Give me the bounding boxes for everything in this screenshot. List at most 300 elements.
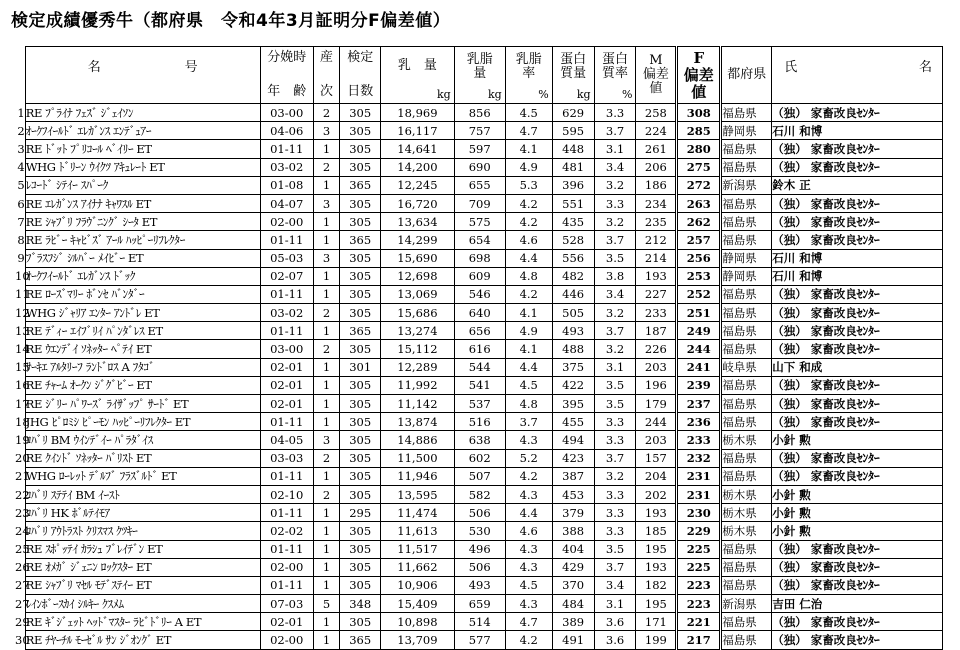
protein-yield-cell: 629 <box>552 104 594 122</box>
prefecture-header <box>721 47 772 104</box>
owner-name-cell: （独） 家畜改良ｾﾝﾀｰ <box>772 540 943 558</box>
f-deviation-cell: 249 <box>677 322 721 340</box>
m-deviation-header-label: M 偏差 値 <box>642 53 669 96</box>
protein-percent-cell: 3.3 <box>594 104 636 122</box>
parity-header-top: 産 <box>320 50 334 65</box>
prefecture-cell: 福島県 <box>721 304 772 322</box>
prefecture-cell: 福島県 <box>721 613 772 631</box>
f-deviation-header-label: F 偏差 値 <box>683 48 714 101</box>
owner-name-cell: （独） 家畜改良ｾﾝﾀｰ <box>772 631 943 649</box>
fat-percent-cell: 4.1 <box>505 340 552 358</box>
f-deviation-cell: 262 <box>677 213 721 231</box>
prefecture-cell: 福島県 <box>721 467 772 485</box>
m-deviation-cell: 212 <box>636 231 677 249</box>
fat-yield-cell: 546 <box>454 285 505 303</box>
m-deviation-cell: 185 <box>636 522 677 540</box>
fat-percent-cell: 4.2 <box>505 285 552 303</box>
cow-name-cell: ｺﾊﾞﾘ ｽﾃﾃｲ BM ｲｰｽﾄ <box>25 485 260 503</box>
f-deviation-cell: 221 <box>677 613 721 631</box>
fat-yield-cell: 616 <box>454 340 505 358</box>
owner-name-cell: （独） 家畜改良ｾﾝﾀｰ <box>772 558 943 576</box>
milk-yield-cell: 13,874 <box>381 413 455 431</box>
protein-yield-cell: 387 <box>552 467 594 485</box>
fat-percent-cell: 4.3 <box>505 540 552 558</box>
row-rank-cell: 12 <box>15 305 30 320</box>
cow-name-cell: RE ｽﾎﾟｯﾃｲ ｶﾗｼｭ ﾌﾞﾚｲﾃﾞﾝ ET <box>25 540 260 558</box>
row-rank-cell: 22 <box>15 487 30 502</box>
test-days-cell: 305 <box>340 122 381 140</box>
cow-name-cell: RE ｷﾞｼﾞｪｯﾄ ﾍｯﾄﾞﾏｽﾀｰ ﾗﾋﾞﾄﾞﾘｰ A ET <box>25 613 260 631</box>
protein-percent-cell: 3.4 <box>594 285 636 303</box>
fat-yield-header <box>454 47 505 104</box>
milk-yield-cell: 15,409 <box>381 595 455 613</box>
cow-name-cell: ｺﾊﾞﾘ BM ｳｲﾝﾃﾞｲｰ ﾊﾟﾗﾀﾞｲｽ <box>25 431 260 449</box>
prefecture-header-label: 都府県 <box>727 67 767 82</box>
table-row <box>15 213 943 231</box>
name-header <box>25 47 260 104</box>
calving-age-cell: 01-11 <box>260 576 313 594</box>
owner-name-cell: （独） 家畜改良ｾﾝﾀｰ <box>772 340 943 358</box>
owner-name-cell: （独） 家畜改良ｾﾝﾀｰ <box>772 231 943 249</box>
test-days-cell: 305 <box>340 158 381 176</box>
table-row <box>15 522 943 540</box>
fat-percent-cell: 5.3 <box>505 176 552 194</box>
calving-age-cell: 03-03 <box>260 449 313 467</box>
table-row <box>15 467 943 485</box>
m-deviation-cell: 193 <box>636 558 677 576</box>
prefecture-cell: 新潟県 <box>721 176 772 194</box>
prefecture-cell: 栃木県 <box>721 522 772 540</box>
table-row <box>15 122 943 140</box>
test-days-cell: 305 <box>340 522 381 540</box>
owner-name-cell: （独） 家畜改良ｾﾝﾀｰ <box>772 304 943 322</box>
prefecture-cell: 福島県 <box>721 285 772 303</box>
prefecture-cell: 静岡県 <box>721 249 772 267</box>
protein-yield-cell: 491 <box>552 631 594 649</box>
owner-name-cell: 石川 和博 <box>772 249 943 267</box>
test-days-cell: 305 <box>340 431 381 449</box>
f-deviation-cell: 252 <box>677 285 721 303</box>
test-days-cell: 305 <box>340 467 381 485</box>
owner-name-cell: 鈴木 正 <box>772 176 943 194</box>
owner-name-cell: （独） 家畜改良ｾﾝﾀｰ <box>772 449 943 467</box>
table-row <box>15 285 943 303</box>
table-row <box>15 631 943 649</box>
cow-name-cell: WHG ﾄﾞﾘｰﾝ ｳｲｸﾂ ｱｷｭﾚｰﾄ ET <box>25 158 260 176</box>
protein-yield-cell: 379 <box>552 504 594 522</box>
m-deviation-cell: 227 <box>636 285 677 303</box>
fat-percent-cell: 4.3 <box>505 558 552 576</box>
protein-percent-cell: 3.6 <box>594 631 636 649</box>
table-row <box>15 449 943 467</box>
cow-name-cell: ｵｰｸﾌｲｰﾙﾄﾞ ｴﾚｶﾞﾝｽ ﾄﾞｯｸ <box>25 267 260 285</box>
prefecture-cell: 福島県 <box>721 576 772 594</box>
protein-percent-cell: 3.5 <box>594 376 636 394</box>
protein-yield-cell: 484 <box>552 595 594 613</box>
owner-name-cell: （独） 家畜改良ｾﾝﾀｰ <box>772 158 943 176</box>
owner-name-cell: 小針 勲 <box>772 485 943 503</box>
m-deviation-cell: 195 <box>636 595 677 613</box>
table-row <box>15 194 943 212</box>
protein-percent-cell: 3.4 <box>594 158 636 176</box>
calving-age-cell: 02-10 <box>260 485 313 503</box>
owner-name-cell: （独） 家畜改良ｾﾝﾀｰ <box>772 285 943 303</box>
cow-name-cell: RE ｼﾞﾘｰ ﾊﾟﾜｰｽﾞ ﾗｲｻﾞｯﾌﾟ ｻｰﾄﾞ ET <box>25 395 260 413</box>
fat-yield-cell: 609 <box>454 267 505 285</box>
calving-age-cell: 02-01 <box>260 376 313 394</box>
test-days-header-bottom: 日数 <box>347 84 374 99</box>
row-rank-cell: 8 <box>17 232 25 247</box>
cow-name-cell: RE ﾃﾞｨｰ ｴｲﾌﾞﾘｲ ﾊﾟﾝﾀﾞﾚｽ ET <box>25 322 260 340</box>
table-row <box>15 613 943 631</box>
milk-yield-cell: 11,992 <box>381 376 455 394</box>
owner-name-cell: （独） 家畜改良ｾﾝﾀｰ <box>772 322 943 340</box>
parity-cell: 2 <box>313 158 340 176</box>
parity-cell: 1 <box>313 376 340 394</box>
milk-yield-cell: 13,274 <box>381 322 455 340</box>
f-deviation-cell: 257 <box>677 231 721 249</box>
calving-age-cell: 03-00 <box>260 104 313 122</box>
fat-yield-cell: 507 <box>454 467 505 485</box>
cow-name-cell: RE ｵﾒｶﾞ ｼﾞｪﾆﾝ ﾛｯｸｽﾀｰ ET <box>25 558 260 576</box>
f-deviation-cell: 236 <box>677 413 721 431</box>
protein-percent-cell: 3.2 <box>594 176 636 194</box>
protein-percent-cell: 3.5 <box>594 540 636 558</box>
owner-name-cell: （独） 家畜改良ｾﾝﾀｰ <box>772 395 943 413</box>
page-title: 検定成績優秀牛（都府県 令和4年3月証明分F偏差値） <box>11 11 451 31</box>
protein-yield-cell: 388 <box>552 522 594 540</box>
f-deviation-cell: 308 <box>677 104 721 122</box>
f-deviation-cell: 237 <box>677 395 721 413</box>
prefecture-cell: 福島県 <box>721 413 772 431</box>
calving-age-header-top: 分娩時 <box>267 50 307 65</box>
protein-yield-cell: 551 <box>552 194 594 212</box>
fat-percent-cell: 4.9 <box>505 322 552 340</box>
m-deviation-cell: 182 <box>636 576 677 594</box>
f-deviation-cell: 229 <box>677 522 721 540</box>
parity-cell: 1 <box>313 358 340 376</box>
test-days-cell: 348 <box>340 595 381 613</box>
owner-name-cell: （独） 家畜改良ｾﾝﾀｰ <box>772 467 943 485</box>
protein-percent-cell: 3.5 <box>594 249 636 267</box>
row-rank-cell: 3 <box>17 141 25 156</box>
test-days-cell: 305 <box>340 485 381 503</box>
prefecture-cell: 福島県 <box>721 322 772 340</box>
row-rank-cell: 24 <box>15 523 30 538</box>
milk-yield-header-label: 乳 量 <box>397 58 437 73</box>
m-deviation-cell: 234 <box>636 194 677 212</box>
fat-yield-cell: 493 <box>454 576 505 594</box>
protein-yield-cell: 446 <box>552 285 594 303</box>
row-rank-cell: 25 <box>15 542 30 557</box>
protein-yield-header <box>552 47 594 104</box>
protein-percent-header-label: 蛋白 質率 <box>602 52 629 81</box>
test-days-cell: 305 <box>340 340 381 358</box>
owner-header-right: 名 <box>918 60 932 75</box>
protein-percent-cell: 3.7 <box>594 322 636 340</box>
prefecture-cell: 岐阜県 <box>721 358 772 376</box>
fat-yield-cell: 577 <box>454 631 505 649</box>
calving-age-cell: 05-03 <box>260 249 313 267</box>
milk-yield-cell: 11,662 <box>381 558 455 576</box>
calving-age-cell: 02-01 <box>260 395 313 413</box>
parity-cell: 2 <box>313 485 340 503</box>
f-deviation-cell: 223 <box>677 576 721 594</box>
f-deviation-cell: 231 <box>677 485 721 503</box>
m-deviation-cell: 233 <box>636 304 677 322</box>
fat-percent-cell: 4.7 <box>505 613 552 631</box>
test-days-cell: 305 <box>340 540 381 558</box>
row-rank-cell: 30 <box>15 633 30 648</box>
table-row <box>15 558 943 576</box>
f-deviation-cell: 233 <box>677 431 721 449</box>
fat-yield-cell: 757 <box>454 122 505 140</box>
fat-yield-cell: 690 <box>454 158 505 176</box>
f-deviation-cell: 275 <box>677 158 721 176</box>
table-row <box>15 231 943 249</box>
test-days-cell: 365 <box>340 231 381 249</box>
row-rank-cell: 21 <box>15 469 30 484</box>
row-rank-cell: 14 <box>15 342 30 357</box>
m-deviation-header <box>636 47 677 104</box>
table-row <box>15 322 943 340</box>
fat-percent-header-unit: % <box>538 88 549 101</box>
protein-percent-cell: 3.3 <box>594 194 636 212</box>
calving-age-cell: 01-11 <box>260 231 313 249</box>
prefecture-cell: 福島県 <box>721 194 772 212</box>
fat-yield-cell: 506 <box>454 504 505 522</box>
row-rank-cell: 15 <box>15 360 30 375</box>
name-header-left: 名 <box>87 60 101 75</box>
m-deviation-cell: 186 <box>636 176 677 194</box>
milk-yield-cell: 16,720 <box>381 194 455 212</box>
protein-yield-cell: 493 <box>552 322 594 340</box>
owner-name-cell: （独） 家畜改良ｾﾝﾀｰ <box>772 104 943 122</box>
m-deviation-cell: 235 <box>636 213 677 231</box>
calving-age-cell: 07-03 <box>260 595 313 613</box>
f-deviation-cell: 231 <box>677 467 721 485</box>
owner-name-cell: 山下 和成 <box>772 358 943 376</box>
fat-percent-cell: 3.7 <box>505 413 552 431</box>
milk-yield-cell: 15,690 <box>381 249 455 267</box>
table-row <box>15 395 943 413</box>
milk-yield-cell: 13,595 <box>381 485 455 503</box>
owner-name-cell: （独） 家畜改良ｾﾝﾀｰ <box>772 140 943 158</box>
protein-yield-cell: 595 <box>552 122 594 140</box>
protein-yield-header-unit: kg <box>576 88 591 101</box>
table-row <box>15 158 943 176</box>
protein-percent-cell: 3.3 <box>594 413 636 431</box>
fat-yield-cell: 640 <box>454 304 505 322</box>
fat-yield-cell: 506 <box>454 558 505 576</box>
protein-yield-cell: 370 <box>552 576 594 594</box>
parity-cell: 1 <box>313 267 340 285</box>
milk-yield-cell: 12,698 <box>381 267 455 285</box>
row-rank-cell: 10 <box>15 269 30 284</box>
protein-percent-cell: 3.3 <box>594 431 636 449</box>
protein-percent-cell: 3.2 <box>594 213 636 231</box>
test-days-cell: 305 <box>340 267 381 285</box>
fat-percent-cell: 4.3 <box>505 485 552 503</box>
table-row <box>15 249 943 267</box>
fat-yield-cell: 496 <box>454 540 505 558</box>
parity-cell: 2 <box>313 340 340 358</box>
protein-percent-cell: 3.1 <box>594 140 636 158</box>
m-deviation-cell: 203 <box>636 431 677 449</box>
prefecture-cell: 栃木県 <box>721 485 772 503</box>
table-row <box>15 340 943 358</box>
fat-percent-cell: 4.3 <box>505 431 552 449</box>
milk-yield-cell: 16,117 <box>381 122 455 140</box>
protein-yield-cell: 556 <box>552 249 594 267</box>
milk-yield-cell: 18,969 <box>381 104 455 122</box>
parity-cell: 1 <box>313 231 340 249</box>
f-deviation-cell: 223 <box>677 595 721 613</box>
parity-cell: 3 <box>313 431 340 449</box>
owner-name-cell: （独） 家畜改良ｾﾝﾀｰ <box>772 194 943 212</box>
calving-age-cell: 02-00 <box>260 631 313 649</box>
calving-age-cell: 03-02 <box>260 158 313 176</box>
owner-name-cell: （独） 家畜改良ｾﾝﾀｰ <box>772 413 943 431</box>
row-rank-cell: 26 <box>15 560 30 575</box>
calving-age-cell: 02-02 <box>260 522 313 540</box>
fat-percent-cell: 4.2 <box>505 631 552 649</box>
owner-name-cell: （独） 家畜改良ｾﾝﾀｰ <box>772 613 943 631</box>
parity-cell: 5 <box>313 595 340 613</box>
parity-cell: 1 <box>313 576 340 594</box>
f-deviation-cell: 244 <box>677 340 721 358</box>
parity-cell: 2 <box>313 304 340 322</box>
parity-cell: 3 <box>313 122 340 140</box>
fat-percent-cell: 4.4 <box>505 504 552 522</box>
test-days-cell: 305 <box>340 213 381 231</box>
test-days-cell: 301 <box>340 358 381 376</box>
test-days-cell: 305 <box>340 395 381 413</box>
table-row <box>15 267 943 285</box>
row-rank-cell: 4 <box>17 160 25 175</box>
row-rank-cell: 9 <box>17 251 25 266</box>
milk-yield-cell: 15,112 <box>381 340 455 358</box>
fat-yield-header-unit: kg <box>488 88 502 101</box>
fat-percent-cell: 4.6 <box>505 522 552 540</box>
calving-age-cell: 03-02 <box>260 304 313 322</box>
m-deviation-cell: 195 <box>636 540 677 558</box>
fat-percent-cell: 4.1 <box>505 140 552 158</box>
fat-yield-cell: 537 <box>454 395 505 413</box>
m-deviation-cell: 171 <box>636 613 677 631</box>
prefecture-cell: 福島県 <box>721 540 772 558</box>
fat-percent-header <box>505 47 552 104</box>
cow-name-cell: ｵｰｸﾌｲｰﾙﾄﾞ ｴﾚｶﾞﾝｽ ｴﾝﾃﾞｭｱｰ <box>25 122 260 140</box>
prefecture-cell: 福島県 <box>721 158 772 176</box>
m-deviation-cell: 193 <box>636 267 677 285</box>
row-rank-cell: 23 <box>15 505 30 520</box>
parity-cell: 1 <box>313 395 340 413</box>
fat-yield-cell: 514 <box>454 613 505 631</box>
fat-yield-cell: 530 <box>454 522 505 540</box>
parity-cell: 1 <box>313 176 340 194</box>
owner-name-cell: （独） 家畜改良ｾﾝﾀｰ <box>772 376 943 394</box>
f-deviation-cell: 241 <box>677 358 721 376</box>
protein-yield-cell: 423 <box>552 449 594 467</box>
test-days-cell: 365 <box>340 631 381 649</box>
milk-yield-cell: 11,517 <box>381 540 455 558</box>
protein-percent-header <box>594 47 636 104</box>
protein-yield-cell: 481 <box>552 158 594 176</box>
fat-percent-cell: 4.9 <box>505 158 552 176</box>
prefecture-cell: 福島県 <box>721 231 772 249</box>
calving-age-cell: 02-01 <box>260 358 313 376</box>
milk-yield-cell: 10,906 <box>381 576 455 594</box>
test-days-cell: 305 <box>340 413 381 431</box>
parity-header <box>313 47 340 104</box>
protein-yield-cell: 488 <box>552 340 594 358</box>
fat-percent-cell: 4.1 <box>505 304 552 322</box>
fat-percent-cell: 4.8 <box>505 267 552 285</box>
test-days-cell: 305 <box>340 140 381 158</box>
protein-yield-cell: 505 <box>552 304 594 322</box>
protein-percent-cell: 3.3 <box>594 522 636 540</box>
calving-age-cell: 02-01 <box>260 613 313 631</box>
m-deviation-cell: 203 <box>636 358 677 376</box>
fat-yield-cell: 597 <box>454 140 505 158</box>
row-rank-cell: 7 <box>17 214 25 229</box>
table-row <box>15 413 943 431</box>
parity-cell: 3 <box>313 249 340 267</box>
cow-name-cell: JHG ﾋﾟﾛﾐｼ ﾋﾟｰﾓﾝ ﾊｯﾋﾟｰﾘﾌﾚｸﾀｰ ET <box>25 413 260 431</box>
m-deviation-cell: 179 <box>636 395 677 413</box>
row-rank-cell: 29 <box>15 614 30 629</box>
calving-age-cell: 01-11 <box>260 285 313 303</box>
prefecture-cell: 静岡県 <box>721 267 772 285</box>
cow-name-cell: RE ﾛｰｽﾞﾏﾘｰ ﾎﾞﾝｾ ﾊﾞﾝﾀﾞｰ <box>25 285 260 303</box>
row-rank-cell: 6 <box>17 196 25 211</box>
prefecture-cell: 福島県 <box>721 376 772 394</box>
milk-yield-cell: 14,299 <box>381 231 455 249</box>
protein-percent-cell: 3.7 <box>594 231 636 249</box>
calving-age-cell: 01-11 <box>260 140 313 158</box>
owner-name-cell: 石川 和博 <box>772 267 943 285</box>
f-deviation-cell: 225 <box>677 558 721 576</box>
fat-percent-cell: 4.6 <box>505 231 552 249</box>
test-days-header-top: 検定 <box>347 50 374 65</box>
protein-percent-cell: 3.1 <box>594 358 636 376</box>
milk-yield-cell: 13,634 <box>381 213 455 231</box>
protein-percent-cell: 3.7 <box>594 449 636 467</box>
fat-yield-cell: 656 <box>454 322 505 340</box>
fat-yield-cell: 582 <box>454 485 505 503</box>
prefecture-cell: 福島県 <box>721 558 772 576</box>
parity-cell: 1 <box>313 322 340 340</box>
row-rank-cell: 27 <box>15 578 30 593</box>
parity-cell: 1 <box>313 522 340 540</box>
f-deviation-cell: 280 <box>677 140 721 158</box>
f-deviation-cell: 230 <box>677 504 721 522</box>
test-days-cell: 365 <box>340 176 381 194</box>
fat-percent-header-label: 乳脂 率 <box>515 52 542 81</box>
parity-cell: 1 <box>313 540 340 558</box>
owner-header <box>772 47 943 104</box>
calving-age-cell: 01-11 <box>260 322 313 340</box>
protein-yield-cell: 422 <box>552 376 594 394</box>
m-deviation-cell: 187 <box>636 322 677 340</box>
milk-yield-cell: 11,142 <box>381 395 455 413</box>
m-deviation-cell: 157 <box>636 449 677 467</box>
protein-yield-cell: 453 <box>552 485 594 503</box>
f-deviation-cell: 225 <box>677 540 721 558</box>
cow-name-cell: RE ﾌﾟﾗｲﾅ ﾌｪｽﾞ ｼﾞｪｲｿﾝ <box>25 104 260 122</box>
fat-yield-cell: 541 <box>454 376 505 394</box>
